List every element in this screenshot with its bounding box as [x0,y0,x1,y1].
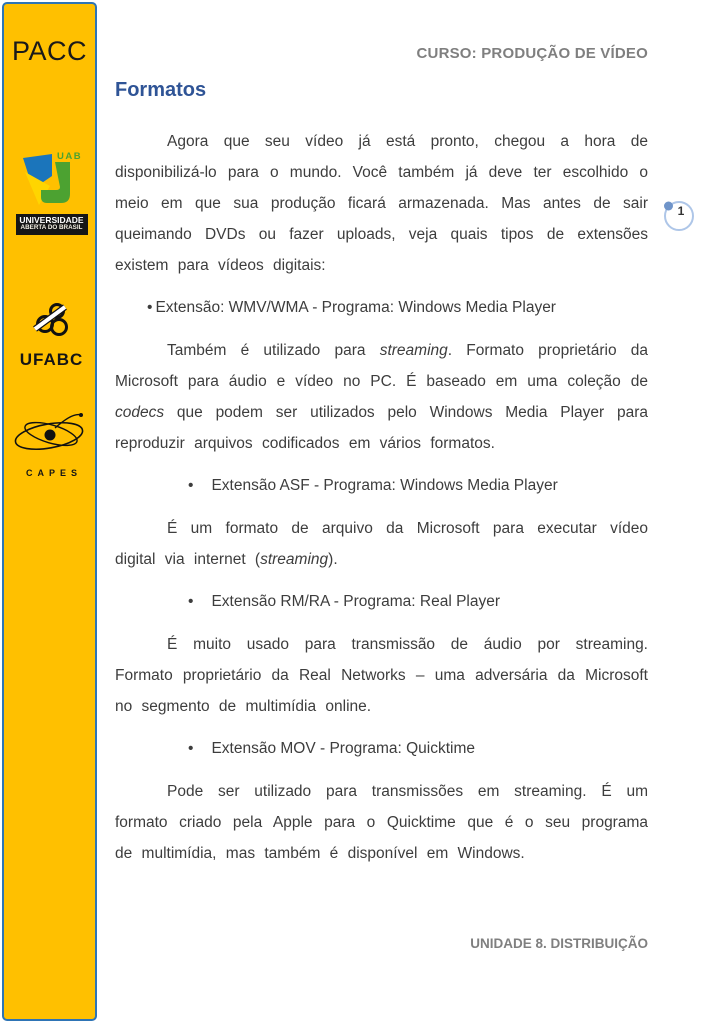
wmv-description: Também é utilizado para streaming. Formato proprietário da Microsoft para áudio e vídeo no PC. É baseado em uma coleção de codecs que podem ser utilizados pelo Windows Media Player para reproduzir arquivos codificados em vários formatos. [115,342,649,452]
mov-description: Pode ser utilizado para transmissões em streaming. É um formato criado pela Apple para o Quicktime que é o seu programa de multimídia, mas também é disponível em Windows. [115,783,648,862]
ufabc-logo [4,300,99,370]
page-number: 1 [677,204,685,218]
list-item-rm [115,586,648,617]
uab-logo-icon [19,150,85,208]
uab-name-line2: ABERTA DO BRASIL [20,223,83,231]
list-item-label: Extensão RM/RA - Programa: Real Player [211,593,501,610]
course-header: CURSO: PRODUÇÃO DE VÍDEO [416,45,648,62]
capes-logo-icon [11,410,93,462]
uab-banner [16,214,88,235]
list-item-label: Extensão: WMV/WMA - Programa: Windows Media Player [155,299,556,316]
list-item-wmv [115,292,648,323]
ufabc-logo-icon [32,300,72,342]
list-item-label: Extensão ASF - Programa: Windows Media Player [211,477,558,494]
main-content [115,0,648,869]
sidebar [2,2,97,1021]
intro-paragraph: Agora que seu vídeo já está pronto, chegou a hora de disponibilizá-lo para o mundo. Você também já deve ter escolhido o meio em que sua produção ficará armazenada. Mas antes de sair queimando DVDs ou fazer uploads, veja quais tipos de extensões existem para vídeos digitais: [115,133,648,274]
uab-name-line1: UNIVERSIDADE [19,215,84,225]
bullet-icon: • [188,477,194,494]
list-item-label: Extensão MOV - Programa: Quicktime [211,740,476,757]
page-number-badge [662,199,698,235]
bullet-icon: • [147,299,153,316]
uab-acronym: UAB [56,151,82,162]
unit-footer: UNIDADE 8. DISTRIBUIÇÃO [470,936,648,951]
capes-logo [4,410,99,478]
bullet-icon: • [188,740,194,757]
capes-label: CAPES [25,468,82,478]
program-title: PACC [11,36,87,66]
rm-description: É muito usado para transmissão de áudio por streaming. Formato proprietário da Real Networks – uma adversária da Microsoft no segmento de multimídia online. [115,636,648,715]
list-item-asf [115,470,648,501]
asf-description: É um formato de arquivo da Microsoft para executar vídeo digital via internet (streaming). [115,520,648,568]
ufabc-label: UFABC [19,350,84,369]
uab-logo [4,150,99,235]
bullet-icon: • [188,593,194,610]
list-item-mov [115,733,648,764]
section-heading: Formatos [115,79,207,101]
page-badge-icon [662,199,698,235]
